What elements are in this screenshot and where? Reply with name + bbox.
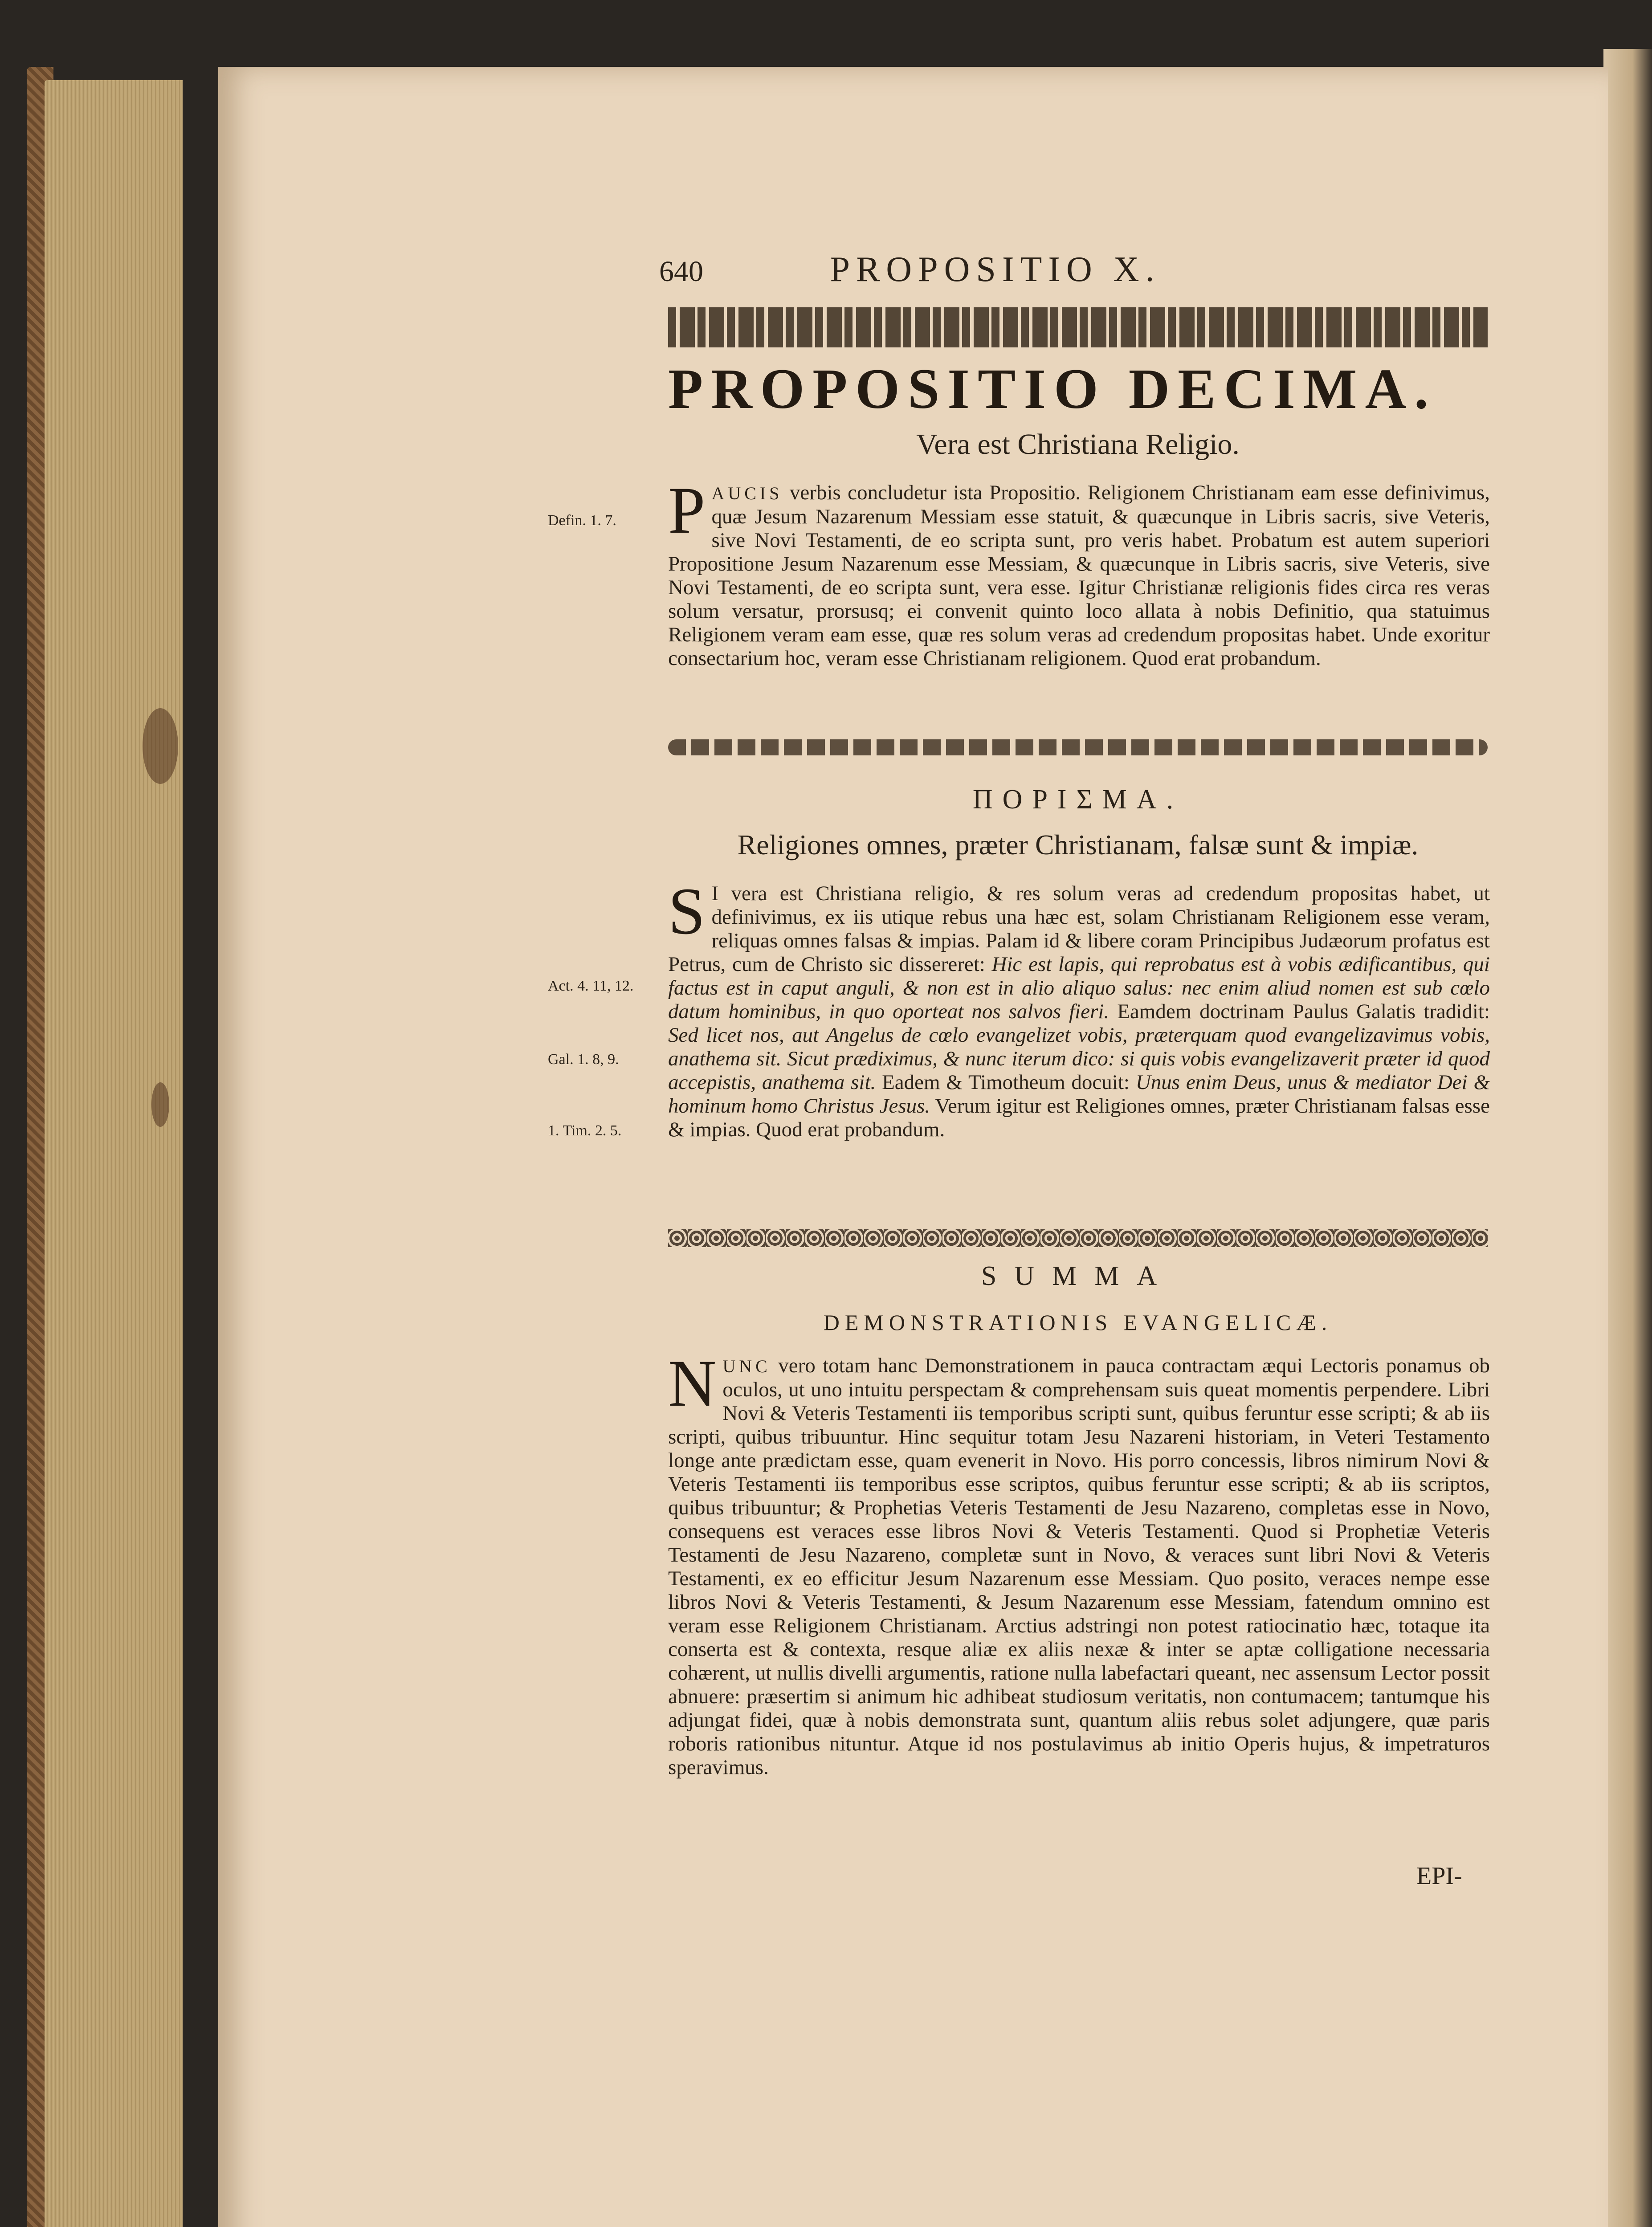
paragraph-text: verbis concludetur ista Propositio. Religionem Christianam eam esse definivimus, quæ Jesum Nazarenum Messiam esse statuit, & quæcunque in Libris sacris, sive Veteris, sive Novi Testamenti, de eo scripta sunt, pro veris habet. Probatum est autem superiori Propositione Jesum Nazarenum esse Messiam, & quæcunque in Libris sacris, sive Veteris, sive Novi Testamenti, de eo scripta sunt, vera esse. Igitur Christianæ religionis fides circa res veras solum versatur, prorsusq; ei convenit quinto loco allata à nobis Definitio, qua statuimus Religionem veram eam esse, quæ res solum veras ad credendum propositas habet. Unde exoritur consectarium hoc, veram esse Christianam religionem. Quod erat probandum. — [668, 481, 1490, 670]
margin-note-tim: 1. Tim. 2. 5. — [548, 1122, 622, 1139]
ornament-divider — [668, 1229, 1488, 1247]
ink-stain — [143, 708, 178, 784]
paragraph-text: Verum igitur est Religiones omnes, præter Christianam falsas esse & impias. Quod erat probandum. — [668, 1094, 1490, 1141]
facing-page-edge — [1603, 49, 1652, 2227]
paragraph-text: Eamdem doctrinam Paulus Galatis tradidit: — [1109, 1000, 1490, 1023]
dropcap: N — [668, 1346, 717, 1420]
running-head — [659, 249, 1287, 290]
summa-subheading: DEMONSTRATIONIS EVANGELICÆ. — [823, 1310, 1333, 1335]
dropcap: P — [668, 473, 706, 547]
paragraph-text: I vera est Christiana religio, & res solum veras ad credendum propositas habet, ut definivimus, ex iis utique rebus una hæc est, solam Christianam Religionem esse veram, reliquas omnes falsas & impias. Palam id & libere coram Principibus Judæorum profatus est Petrus, cum de Christo sic dissereret: — [668, 882, 1490, 976]
page-number: 640 — [659, 255, 703, 288]
page-block-edge — [45, 80, 183, 2227]
margin-note-act: Act. 4. 11, 12. — [548, 978, 634, 994]
dropcap: S — [668, 874, 706, 948]
summa-heading: SUMMA — [981, 1261, 1175, 1291]
subtitle: Vera est Christiana Religio. — [916, 428, 1240, 461]
running-title: PROPOSITIO X. — [830, 250, 1161, 289]
porisma-heading: ΠΟΡΙΣΜΑ. — [972, 784, 1183, 815]
paragraph-text: vero totam hanc Demonstrationem in pauca contractam æqui Lectoris ponamus ob oculos, ut uno intuitu perspectam & comprehensam suis queat momentis perpendere. Libri Novi & Veteris Testamenti iis temporibus scripti sunt, quibus feruntur esse scripti; & ab iis scripti, quibus tribuuntur. Hinc sequitur totam Jesu Nazareni historiam, in Veteri Testamento longe ante prædictam esse, quam evenerit in Novo. His porro concessis, libros nimirum Novi & Veteris Testamenti iis temporibus esse scriptos, quibus feruntur esse scripti; & ab iis scriptos, quibus tribuuntur; & Prophetias Veteris Testamenti de Jesu Nazareno, completas esse in Novo, consequens est veraces esse libros Novi & Veteris Testamenti. Quod si Prophetiæ Veteris Testamenti de Jesu Nazareno, completæ sunt in Novo, & veraces sunt libri Novi & Veteris Testamenti, ex eo efficitur Jesum Nazarenum esse Messiam. Quo posito, veraces nempe esse libros Novi & Veteris Testamenti, & Jesum Nazarenum esse Messiam, fatendum omnino est veram esse Religionem Christianam. Arctius adstringi non potest ratiocinatio hæc, totaque ita conserta est & contexta, resque aliæ ex aliis nexæ & inter se aptæ colligatione necessaria cohærent, ut nullis divelli argumentis, ratione nulla labefactari queant, nec assensum Lector possit abnuere: præsertim si animum hic adhibeat studiosum veritatis, non contumacem; tantumque his adjungat fidei, quæ à nobis demonstrata sunt, quantum aliis rebus solet adjungere, quæ paris roboris rationibus nituntur. Atque id nos postulavimus ab initio Operis hujus, & impetraturos speravimus. — [668, 1354, 1490, 1779]
paragraph-text: Eadem & Timotheum docuit: — [876, 1071, 1136, 1094]
catchword: EPI- — [1416, 1862, 1462, 1890]
margin-note-gal: Gal. 1. 8, 9. — [548, 1051, 619, 1068]
page-title: PROPOSITIO DECIMA. — [668, 357, 1436, 420]
ornament-divider — [668, 739, 1488, 755]
paragraph-summa — [668, 1346, 1490, 1853]
paragraph-proposition — [668, 473, 1490, 722]
scripture-quote: Sed licet nos, aut Angelus de cœlo evangelizet vobis, præterquam quod evangelizavimus vobis, anathema sit. Sicut prædiximus, & nunc iterum dico: si quis vobis evangelizaverit præter id quod accepistis, anathema sit. — [668, 1024, 1490, 1094]
scripture-quote: Hic est lapis, qui reprobatus est à vobis ædificantibus, qui factus est in caput anguli, & non est in alio aliquo salus: nec enim aliud nomen est sub cœlo datum hominibus, in quo oporteat nos salvos fieri. — [668, 953, 1490, 1023]
ornament-band — [668, 307, 1488, 347]
porisma-subheading: Religiones omnes, præter Christianam, falsæ sunt & impiæ. — [737, 829, 1419, 861]
lead-word: UNC — [722, 1356, 771, 1376]
lead-word: AUCIS — [711, 483, 783, 503]
margin-note-defin: Defin. 1. 7. — [548, 512, 616, 529]
paragraph-porisma — [668, 874, 1490, 1203]
ink-stain — [151, 1082, 169, 1127]
scripture-quote: Unus enim Deus, unus & mediator Dei & hominum homo Christus Jesus. — [668, 1071, 1490, 1118]
